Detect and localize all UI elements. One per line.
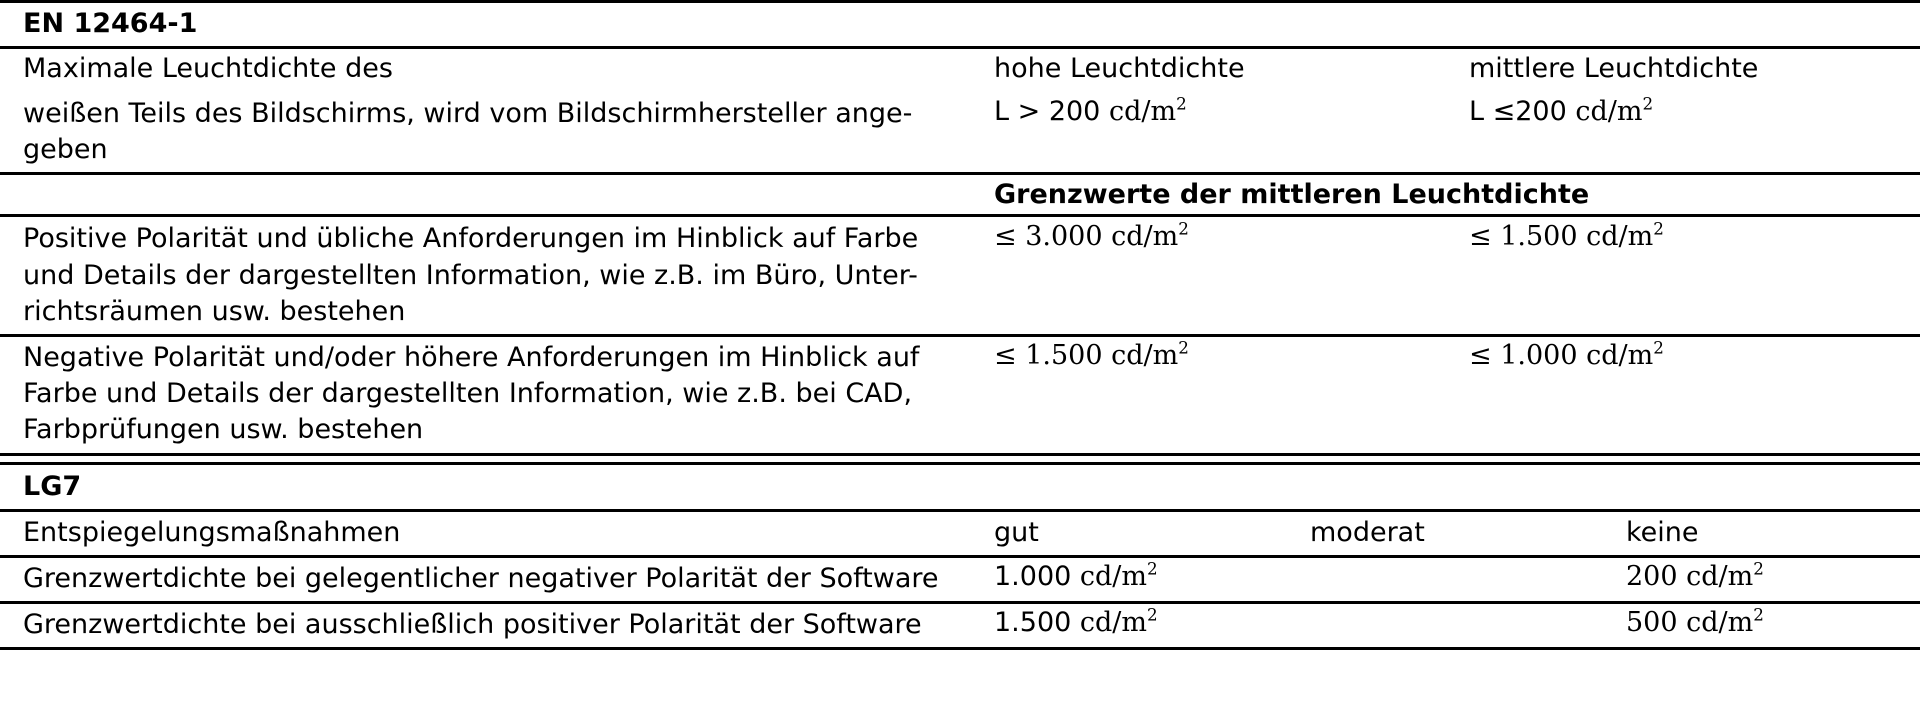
col-moderat: moderat	[1310, 517, 1425, 548]
negative-mid-limit: ≤ 1.000 $cd/m^2$	[1469, 337, 1664, 371]
col-keine: keine	[1626, 517, 1699, 548]
mid-condition-value: L ≤200	[1469, 96, 1567, 127]
rule-en-negative-b	[0, 462, 1920, 465]
unit: $cd/m^2$	[1079, 558, 1158, 592]
lg7-row1-keine: 200 $cd/m^2$	[1626, 558, 1764, 592]
col-gut: gut	[994, 517, 1039, 548]
unit: $cd/m^2$	[1079, 604, 1158, 638]
lg7-section-title: LG7	[23, 471, 82, 502]
en-section-title: EN 12464-1	[23, 8, 198, 39]
positive-mid-limit: ≤ 1.500 $cd/m^2$	[1469, 218, 1664, 252]
rule-en-negative-a	[0, 453, 1920, 456]
negative-polarity-line2: Farbe und Details der dargestellten Information, wie z.B. bei CAD,	[23, 378, 913, 409]
col-mid-luminance: mittlere Leuchtdichte	[1469, 53, 1759, 84]
mid-luminance-condition	[1469, 94, 1653, 130]
rule-top	[0, 0, 1920, 3]
negative-polarity-line3: Farbprüfungen usw. bestehen	[23, 414, 424, 445]
unit: $cd/m^2$	[1108, 93, 1187, 127]
lg7-row2-label: Grenzwertdichte bei ausschließlich positiver Polarität der Software	[23, 609, 922, 640]
lg7-row2-gut: 1.500 $cd/m^2$	[994, 604, 1158, 638]
lg7-row1-gut: 1.000 $cd/m^2$	[994, 558, 1158, 592]
high-luminance-condition	[994, 94, 1187, 130]
max-luminance-label-line1: Maximale Leuchtdichte des	[23, 53, 393, 84]
unit: $cd/m^2$	[1575, 93, 1654, 127]
rule-en-luminance	[0, 172, 1920, 175]
rule-lg7-row1	[0, 601, 1920, 604]
max-luminance-label-line3: geben	[23, 134, 108, 165]
positive-polarity-line3: richtsräumen usw. bestehen	[23, 296, 406, 327]
lg7-row2-keine: 500 $cd/m^2$	[1626, 604, 1764, 638]
positive-high-limit: ≤ 3.000 $cd/m^2$	[994, 218, 1189, 252]
rule-en-heading	[0, 214, 1920, 217]
positive-polarity-line2: und Details der dargestellten Information, wie z.B. im Büro, Unter-	[23, 260, 918, 291]
negative-polarity-line1: Negative Polarität und/oder höhere Anforderungen im Hinblick auf	[23, 342, 920, 373]
rule-lg7-title	[0, 509, 1920, 512]
rule-lg7-header	[0, 555, 1920, 558]
antiglare-label: Entspiegelungsmaßnahmen	[23, 517, 401, 548]
lg7-row1-label: Grenzwertdichte bei gelegentlicher negativer Polarität der Software	[23, 563, 939, 594]
max-luminance-label-line2: weißen Teils des Bildschirms, wird vom Bildschirmhersteller ange-	[23, 98, 913, 129]
high-condition-value: L > 200	[994, 96, 1101, 127]
rule-en-positive	[0, 334, 1920, 337]
rule-lg7-row2	[0, 647, 1920, 650]
positive-polarity-line1: Positive Polarität und übliche Anforderungen im Hinblick auf Farbe	[23, 223, 919, 254]
rule-en-title	[0, 46, 1920, 49]
col-high-luminance: hohe Leuchtdichte	[994, 53, 1245, 84]
limits-heading: Grenzwerte der mittleren Leuchtdichte	[994, 179, 1590, 210]
negative-high-limit: ≤ 1.500 $cd/m^2$	[994, 337, 1189, 371]
